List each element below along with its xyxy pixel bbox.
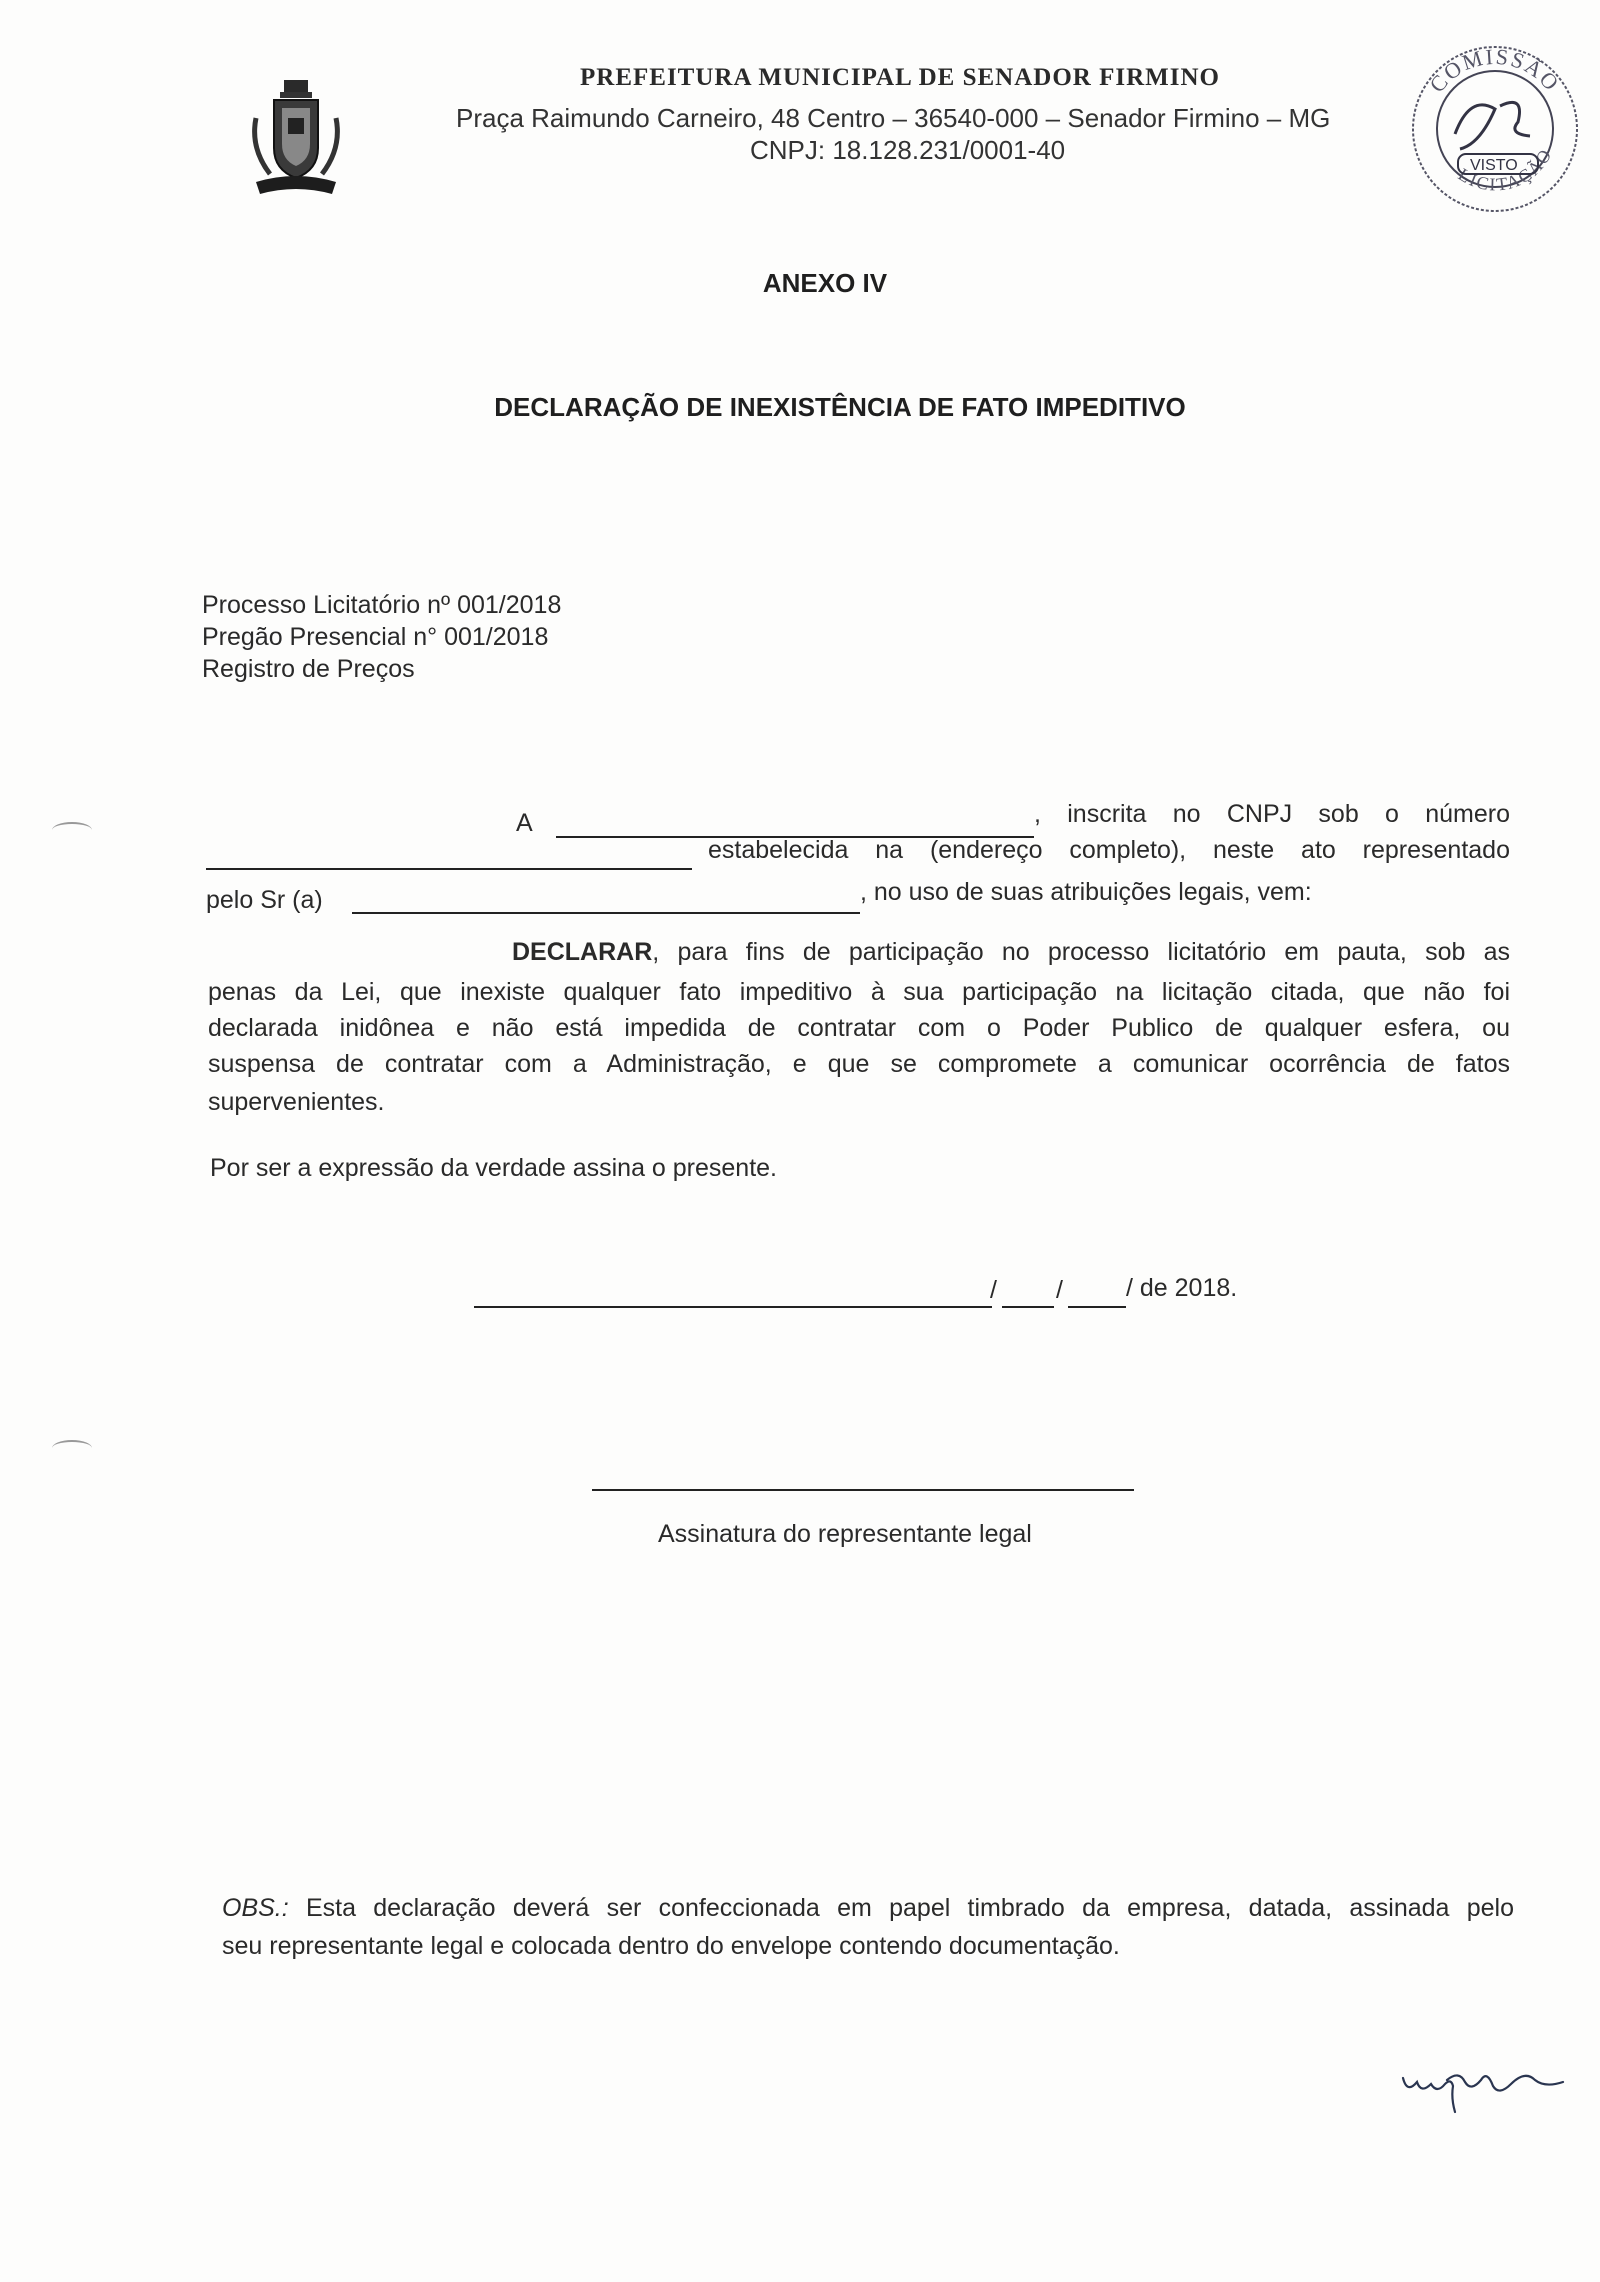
annex-number: ANEXO IV (762, 268, 888, 298)
date-slash-2: / (1056, 1276, 1063, 1304)
handwritten-initials-icon (1395, 2050, 1575, 2130)
declaration-title: DECLARAÇÃO DE INEXISTÊNCIA DE FATO IMPEDITIVO (494, 392, 1186, 422)
obs-line-1 (222, 1894, 1514, 1923)
day-blank[interactable] (1002, 1306, 1054, 1308)
registry-reference: Registro de Preços (202, 655, 415, 683)
declarar-bold: DECLARAR (512, 938, 653, 966)
intro-representative-label: pelo Sr (a) (206, 886, 323, 914)
pregao-reference: Pregão Presencial n° 001/2018 (202, 623, 549, 651)
signature-blank[interactable] (592, 1489, 1134, 1491)
date-slash-1: / (990, 1276, 997, 1304)
commission-stamp-icon (1400, 34, 1590, 224)
declarar-line-3: declarada inidônea e não está impedida de contratar com o Poder Publico de qualquer esfera, ou (208, 1014, 1510, 1042)
scan-mark (52, 822, 92, 838)
declarar-line-2: penas da Lei, que inexiste qualquer fato impeditivo à sua participação na licitação citada, que não foi (208, 978, 1510, 1006)
municipality-address: Praça Raimundo Carneiro, 48 Centro – 36540-000 – Senador Firmino – MG (456, 103, 1331, 133)
obs-line-2: seu representante legal e colocada dentro do envelope contendo documentação. (222, 1932, 1120, 1960)
intro-address-text: estabelecida na (endereço completo), neste ato representado (708, 836, 1510, 864)
representative-name-blank[interactable] (352, 912, 860, 914)
intro-a: A (516, 809, 533, 837)
cnpj-number-blank[interactable] (206, 868, 692, 870)
declarar-line-1 (512, 938, 1510, 967)
intro-cnpj-text: , inscrita no CNPJ sob o número (1034, 800, 1510, 828)
municipality-cnpj: CNPJ: 18.128.231/0001-40 (750, 135, 1066, 165)
coat-of-arms-icon (246, 78, 346, 198)
signature-label: Assinatura do representante legal (658, 1520, 1032, 1548)
intro-powers-text: , no uso de suas atribuições legais, vem: (860, 878, 1312, 906)
obs-prefix: OBS.: (222, 1894, 289, 1922)
place-blank[interactable] (474, 1306, 992, 1308)
svg-text:LICITAÇÃO: LICITAÇÃO (1454, 144, 1557, 195)
svg-text:VISTO: VISTO (1470, 157, 1518, 174)
month-blank[interactable] (1068, 1306, 1126, 1308)
date-year-suffix: / de 2018. (1126, 1274, 1238, 1302)
municipality-title: PREFEITURA MUNICIPAL DE SENADOR FIRMINO (580, 64, 1220, 91)
declarar-line-4: suspensa de contratar com a Administração, e que se compromete a comunicar ocorrência de fatos (208, 1050, 1510, 1078)
declarar-line-5: supervenientes. (208, 1088, 385, 1116)
truth-statement: Por ser a expressão da verdade assina o presente. (210, 1154, 778, 1182)
scan-mark (52, 1440, 92, 1456)
obs-line-1-text: Esta declaração deverá ser confeccionada em papel timbrado da empresa, datada, assinada pelo (288, 1894, 1514, 1922)
svg-text:COMISSÃO: COMISSÃO (1424, 43, 1566, 98)
process-reference: Processo Licitatório nº 001/2018 (202, 591, 562, 619)
declarar-line-1-text: , para fins de participação no processo licitatório em pauta, sob as (652, 938, 1510, 966)
